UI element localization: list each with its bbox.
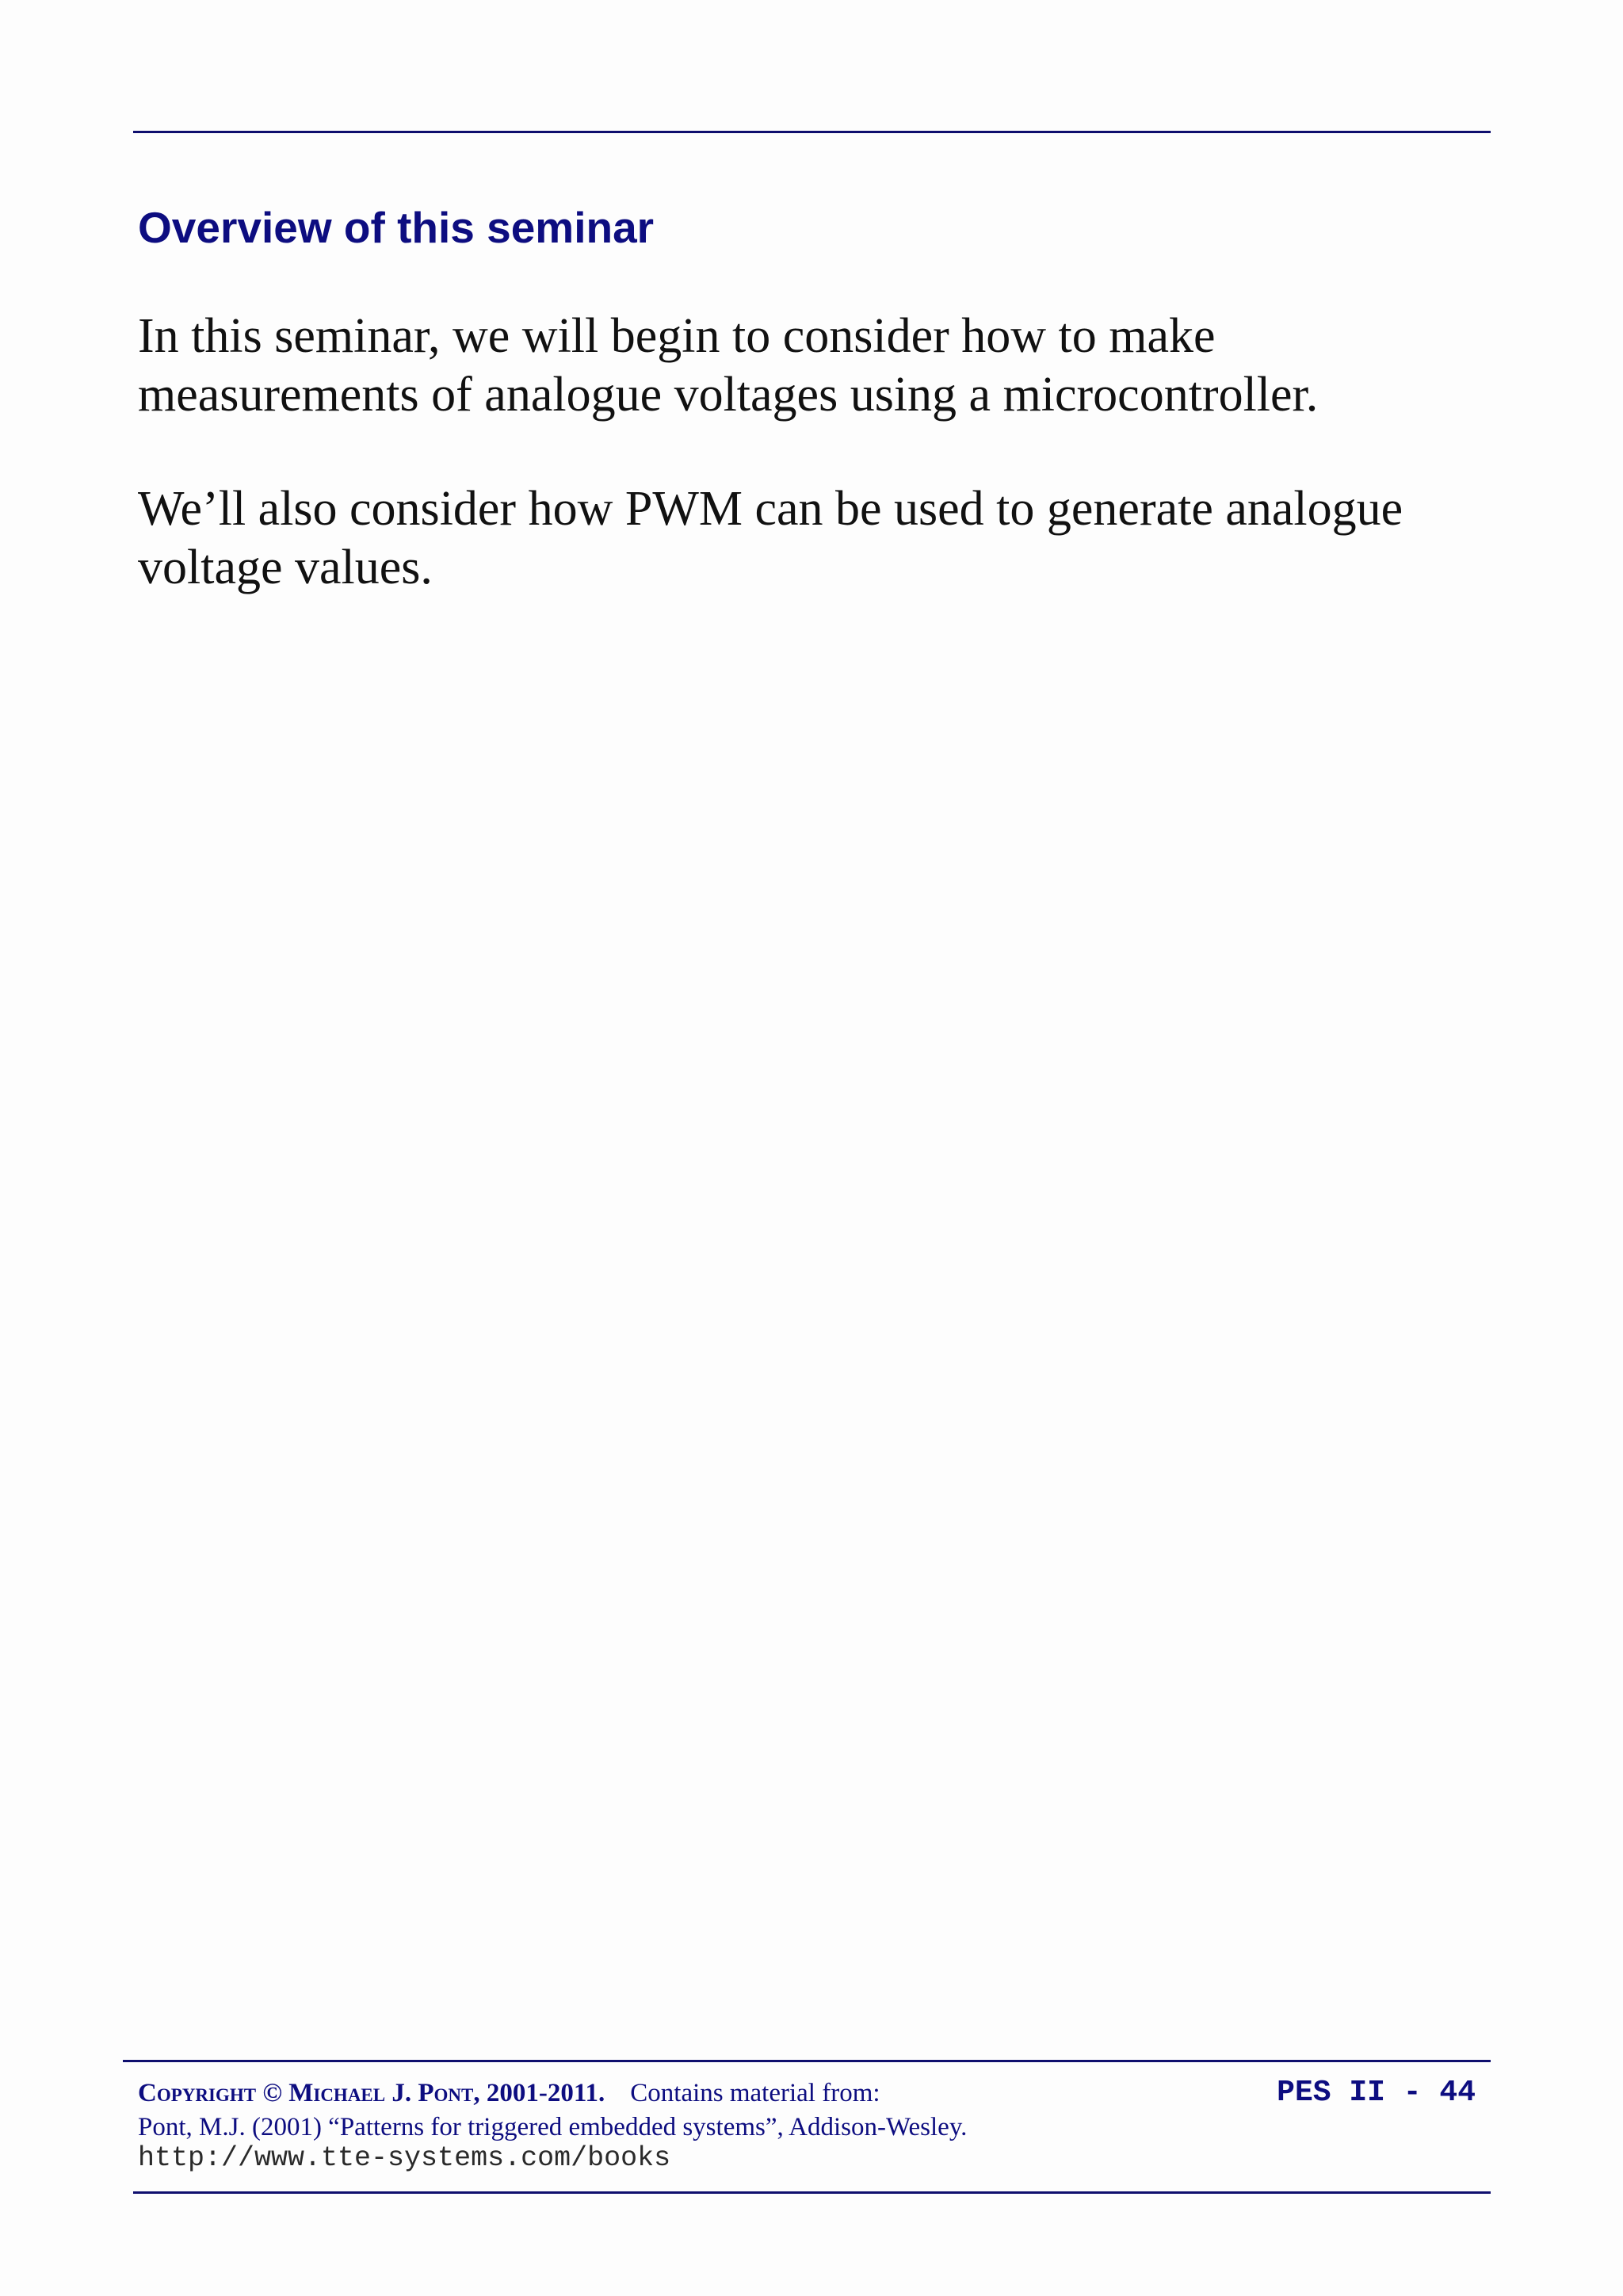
footer-citation: Pont, M.J. (2001) “Patterns for triggered embedded systems”, Addison-Wesley. [138, 2113, 968, 2141]
footer-top-rule [123, 2060, 1491, 2062]
contains-material-label: Contains material from: [630, 2079, 880, 2107]
page-number: PES II - 44 [1277, 2076, 1476, 2110]
body-paragraph-1: In this seminar, we will begin to consider how to make measurements of analogue voltages using a microcontroller. [138, 309, 1319, 422]
body-paragraph-2: We’ll also consider how PWM can be used to generate analogue voltage values. [138, 482, 1403, 594]
footer-bottom-rule [133, 2191, 1491, 2194]
footer-url-link[interactable]: http://www.tte-systems.com/books [138, 2142, 671, 2174]
page-title: Overview of this seminar [138, 203, 655, 252]
copyright-notice: Copyright © Michael J. Pont, 2001-2011. [138, 2079, 605, 2107]
footer-copyright-line [138, 2076, 880, 2110]
header-rule [133, 131, 1491, 133]
